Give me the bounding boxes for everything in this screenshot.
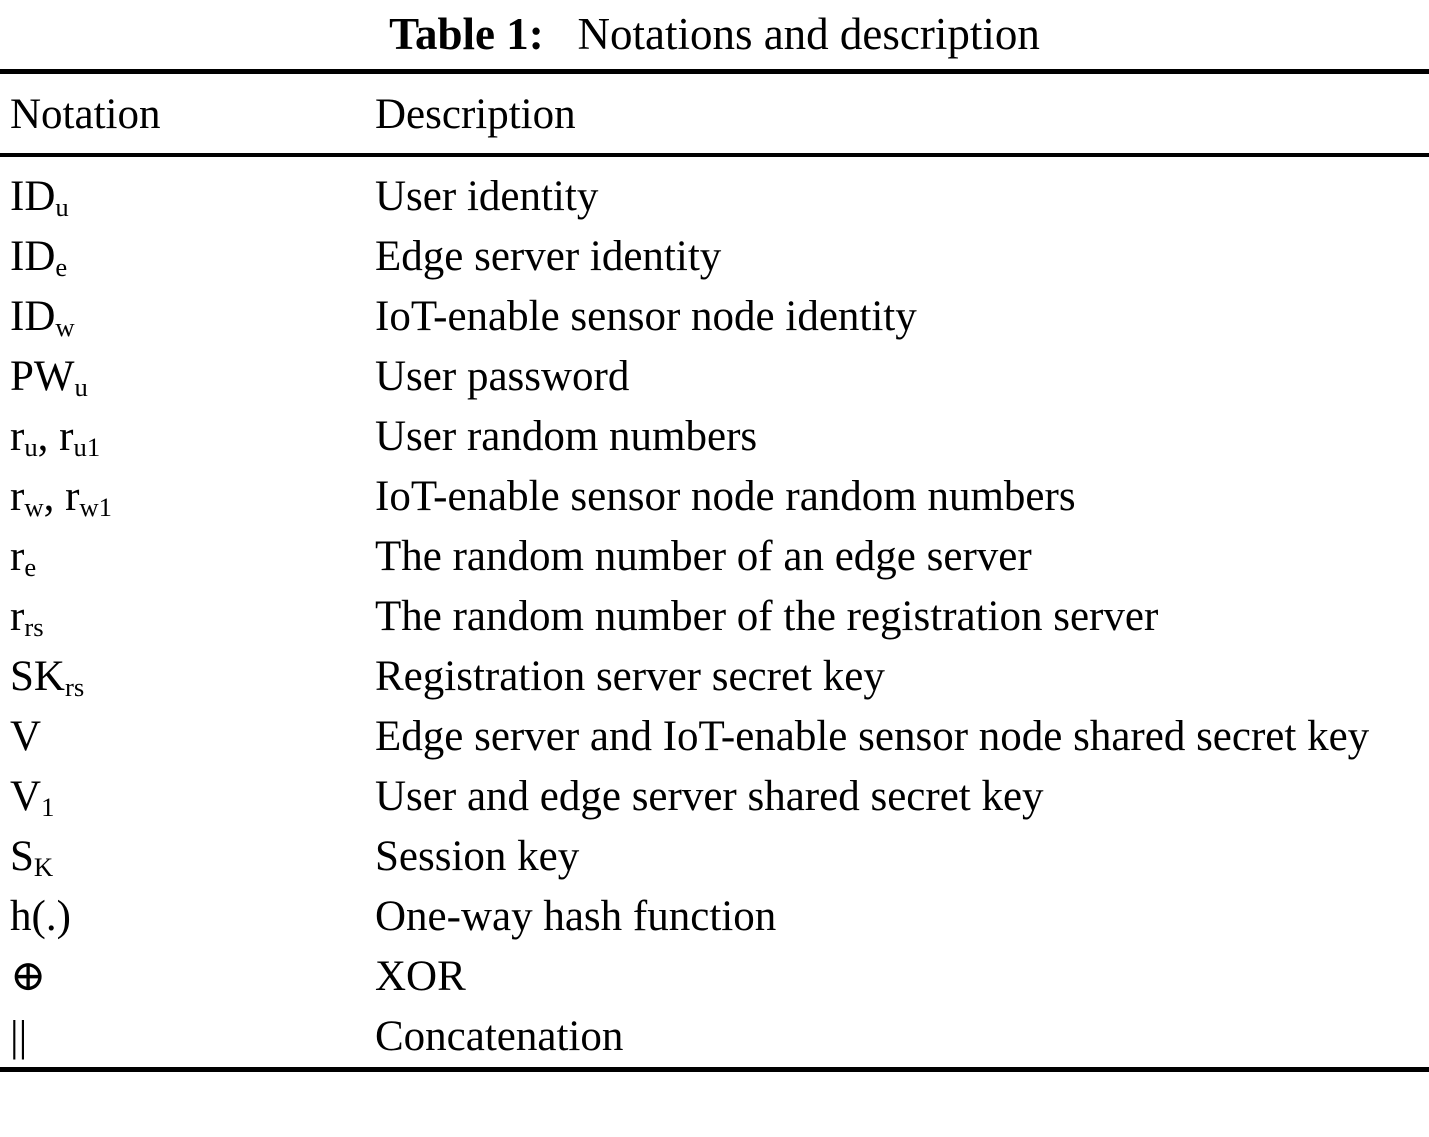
description-cell: Edge server and IoT-enable sensor node shared secret key <box>375 713 1370 760</box>
table-row <box>0 647 1429 707</box>
notation-cell: $ID_w$ <box>10 293 75 342</box>
notation-subscript: w <box>55 311 75 342</box>
header-notation: Notation <box>0 72 375 156</box>
notation-cell: $S_K$ <box>10 833 54 882</box>
notation-subscript: 1 <box>41 791 55 822</box>
table-body <box>0 155 1429 1070</box>
table-row <box>0 947 1429 1007</box>
table-row <box>0 467 1429 527</box>
description-cell: User and edge server shared secret key <box>375 773 1044 820</box>
notation-cell: $PW_u$ <box>10 353 88 402</box>
table-row <box>0 407 1429 467</box>
description-cell: XOR <box>375 953 466 1000</box>
table-row <box>0 767 1429 827</box>
header-description: Description <box>375 72 1429 156</box>
notation-subscript: K <box>33 851 54 882</box>
description-cell: Edge server identity <box>375 233 722 280</box>
description-cell: Session key <box>375 833 580 880</box>
notation-cell: $ID_e$ <box>10 233 68 282</box>
notation-cell: || <box>10 1013 28 1060</box>
table-caption <box>0 0 1429 60</box>
description-cell: IoT-enable sensor node random numbers <box>375 473 1076 520</box>
notation-subscript: u <box>24 431 38 462</box>
notation-subscript: u1 <box>73 431 101 462</box>
description-cell: IoT-enable sensor node identity <box>375 293 917 340</box>
notation-cell: $r_u$, $r_{u1}$ <box>10 413 101 462</box>
notation-cell: h(.) <box>10 893 71 940</box>
notation-cell: ⊕ <box>10 953 47 1000</box>
notation-subscript: w1 <box>79 491 113 522</box>
notation-subscript: e <box>55 251 68 282</box>
notation-subscript: e <box>24 551 37 582</box>
notation-cell: $V_1$ <box>10 773 55 822</box>
description-cell: User identity <box>375 173 599 220</box>
description-cell: User password <box>375 353 630 400</box>
description-cell: Registration server secret key <box>375 653 885 700</box>
notation-subscript: u <box>74 371 88 402</box>
notation-subscript: u <box>55 191 69 222</box>
notation-cell: $r_w$, $r_{w1}$ <box>10 473 113 522</box>
notation-subscript: rs <box>64 671 85 702</box>
notation-subscript: rs <box>24 611 44 642</box>
table-header <box>0 72 1429 156</box>
notations-table <box>0 69 1429 1072</box>
table-row <box>0 587 1429 647</box>
table-row <box>0 887 1429 947</box>
notation-cell: $ID_u$ <box>10 173 69 222</box>
description-cell: One-way hash function <box>375 893 777 940</box>
table-row <box>0 827 1429 887</box>
table-row <box>0 527 1429 587</box>
table-row <box>0 347 1429 407</box>
table-caption-text <box>555 9 1040 59</box>
description-cell: Concatenation <box>375 1013 624 1060</box>
table-row <box>0 287 1429 347</box>
description-cell: The random number of the registration server <box>375 593 1159 640</box>
table-row <box>0 1007 1429 1070</box>
notation-subscript: w <box>24 491 44 522</box>
table-caption-label: Table 1: <box>389 9 544 59</box>
table-row <box>0 155 1429 227</box>
table-header-row <box>0 72 1429 156</box>
notation-cell: $SK_{rs}$ <box>10 653 85 702</box>
table-row <box>0 227 1429 287</box>
description-cell: User random numbers <box>375 413 758 460</box>
table-row <box>0 707 1429 767</box>
description-cell: The random number of an edge server <box>375 533 1032 580</box>
table-caption-text-inner: Notations and description <box>577 9 1040 59</box>
notation-cell: V <box>10 713 42 760</box>
notation-cell: $r_e$ <box>10 533 37 582</box>
notation-cell: $r_{rs}$ <box>10 593 44 642</box>
